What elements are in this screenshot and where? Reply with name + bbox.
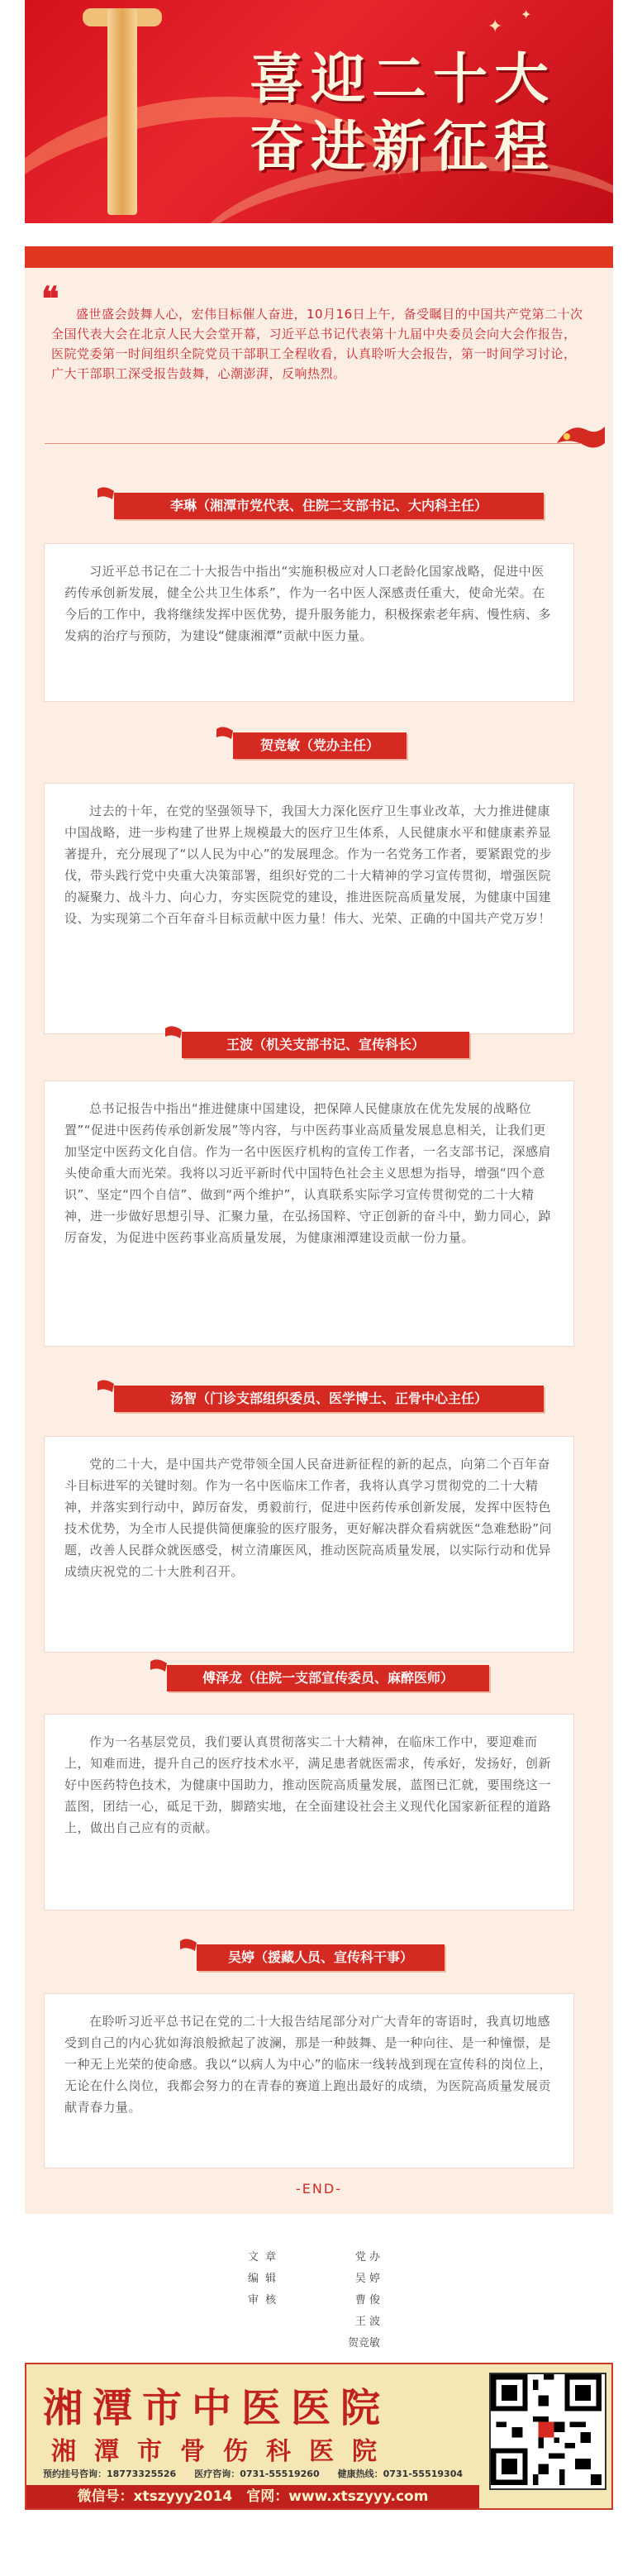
statement-card (45, 544, 573, 701)
statement-text: 在聆听习近平总书记在党的二十大报告结尾部分对广大青年的寄语时，我真切地感受到自己的内心犹如海浪般掀起了波澜，那是一种鼓舞、是一种向往、是一种憧憬，是一种无上光荣的使命感。我以“以病人为中心”的临床一线转战到现在宣传科的岗位上，无论在什么岗位，我都会努力的在青春的赛道上跑出最好的成绩，为医院高质量发展贡献青春力量。 (64, 2014, 553, 2115)
statement-text: 总书记报告中指出“推进健康中国建设，把保障人民健康放在优先发展的战略位置”“促进中医药传承创新发展”等内容，与中医药事业高质量发展息息相关，让我们更加坚定中医药文化自信。作为一名中医医疗机构的宣传工作者，一名支部书记，深感肩头使命重大而光荣。我将以习近平新时代中国特色社会主义思想为指导，增强“四个意识”、坚定“四个自信”、做到“两个维护”，认真联系实际学习宣传贯彻党的二十大精神，进一步做好思想引导、汇聚力量，在弘扬国粹、守正创新的奋斗中，勤力同心，踔厉奋发，为促进中医药事业高质量发展，为健康湘潭建设贡献一份力量。 (64, 1101, 552, 1245)
credit-row (248, 2290, 380, 2311)
flag-icon (164, 1025, 183, 1042)
divider (45, 443, 582, 444)
header-banner (25, 0, 613, 223)
statement-card (45, 1715, 573, 1910)
credit-name: 吴 婷 (354, 2273, 380, 2285)
speaker-tag (114, 493, 544, 519)
credit-name: 党 办 (354, 2251, 380, 2264)
speaker-tag (114, 1386, 544, 1412)
qr-code-icon[interactable] (489, 2373, 606, 2490)
banner-title-line1: 喜迎二十大 (250, 46, 555, 111)
credit-row (248, 2311, 380, 2333)
end-mark: -END- (296, 2181, 342, 2197)
credit-name: 曹 俊 (354, 2294, 380, 2306)
phone-numbers: 预约挂号咨询：18773325526 医疗咨询：0731-55519260 健康热线：0731-55519304 (43, 2469, 464, 2479)
quote-icon: ❝ (41, 279, 59, 318)
statement-card (45, 784, 573, 1033)
statement-text: 党的二十大，是中国共产党带领全国人民奋进新征程的新的起点，向第二个百年奋斗目标进军的关键时刻。作为一名中医临床工作者，我将认真学习贯彻党的二十大精神，并落实到行动中，踔厉奋发，勇毅前行，促进中医药传承创新发展，发挥中医特色技术优势，为全市人民提供简便廉验的医疗服务，更好解决群众看病就医“急难愁盼”问题，改善人民群众就医感受，树立清廉医风，推动医院高质量发展，以实际行动和优异成绩庆祝党的二十大胜利召开。 (64, 1457, 553, 1579)
top-red-bar (25, 246, 613, 268)
credit-name: 王 波 (354, 2316, 380, 2328)
credit-name: 贺竞敏 (347, 2337, 380, 2349)
flag-icon (96, 1379, 116, 1395)
credit-role: 文 章 (248, 2251, 278, 2264)
statement-card (45, 1437, 573, 1652)
content-panel (25, 246, 613, 2214)
huabiao-pillar-icon (107, 8, 137, 215)
dove-icon: ✦ (521, 7, 532, 22)
wechat-website-bar: 微信号：xtszyyy2014 官网：www.xtszyyy.com (26, 2485, 479, 2508)
speaker-tag (167, 1665, 489, 1691)
hospital-name: 湘潭市中医医院 (43, 2385, 391, 2431)
credit-row (248, 2247, 380, 2268)
hospital-footer (25, 2363, 613, 2510)
banner-title-line2: 奋进新征程 (250, 114, 555, 179)
hospital-subname: 湘潭市骨伤科医院 (51, 2437, 395, 2466)
speaker-name: 李琳（湘潭市党代表、住院二支部书记、大内科主任） (169, 498, 487, 513)
statement-text: 习近平总书记在二十大报告中指出“实施积极应对人口老龄化国家战略，促进中医药传承创新发展，健全公共卫生体系”，作为一名中医人深感责任重大，使命光荣。在今后的工作中，我将继续发挥中医优势，提升服务能力，积极探索老年病、慢性病、多发病的治疗与预防，为建设“健康湘潭”贡献中医力量。 (64, 564, 552, 643)
credit-role: 审 核 (248, 2294, 278, 2306)
credits-block (248, 2247, 380, 2354)
speaker-tag (233, 732, 407, 759)
speaker-name: 吴婷（援藏人员、宣传科干事） (227, 1949, 413, 1965)
speaker-tag (182, 1032, 469, 1058)
flag-icon (149, 1658, 169, 1675)
statement-card (45, 1081, 573, 1346)
flag-icon (215, 726, 235, 742)
statement-text: 过去的十年，在党的坚强领导下，我国大力深化医疗卫生事业改革，大力推进健康中国战略，进一步构建了世界上规模最大的医疗卫生体系，人民健康水平和健康素养显著提升，充分展现了“以人民为中心”的发展理念。作为一名党务工作者，要紧跟党的步伐，带头践行党中央重大决策部署，组织好党的二十大精神的学习宣传贯彻，增强医院的凝聚力、战斗力、向心力，夯实医院党的建设，推进医院高质量发展，为健康中国建设、为实现第二个百年奋斗目标贡献中医力量！伟大、光荣、正确的中国共产党万岁！ (64, 804, 553, 926)
flag-icon (96, 486, 116, 503)
speaker-name: 汤智（门诊支部组织委员、医学博士、正骨中心主任） (169, 1391, 487, 1406)
credit-role: 编 辑 (248, 2273, 278, 2285)
credit-row (248, 2268, 380, 2290)
statement-card (45, 1994, 573, 2168)
dove-icon: ✦ (487, 17, 503, 37)
intro-paragraph: 盛世盛会鼓舞人心，宏伟目标催人奋进，10月16日上午，备受瞩目的中国共产党第二十次全国代表大会在北京人民大会堂开幕，习近平总书记代表第十九届中央委员会向大会作报告，医院党委第一时间组织全院党员干部职工全程收看，认真聆听大会报告，第一时间学习讨论，广大干部职工深受报告鼓舞，心潮澎湃，反响热烈。 (51, 307, 583, 381)
speaker-name: 贺竞敏（党办主任） (259, 737, 379, 753)
speaker-name: 王波（机关支部书记、宣传科长） (226, 1037, 425, 1052)
statement-text: 作为一名基层党员，我们要认真贯彻落实二十大精神，在临床工作中，要迎难而上，知难而进，提升自己的医疗技术水平，满足患者就医需求，传承好，发扬好，创新好中医药特色技术，为健康中国助力，推动医院高质量发展，蓝图已汇就，要围绕这一蓝图，团结一心，砥足干劲，脚踏实地，在全面建设社会主义现代化国家新征程的道路上，做出自己应有的贡献。 (64, 1734, 552, 1835)
speaker-tag (197, 1944, 445, 1971)
red-flag-icon (554, 418, 606, 455)
speaker-name: 傅泽龙（住院一支部宣传委员、麻醉医师） (202, 1670, 454, 1686)
flag-icon (178, 1938, 198, 1954)
credit-row (248, 2333, 380, 2354)
